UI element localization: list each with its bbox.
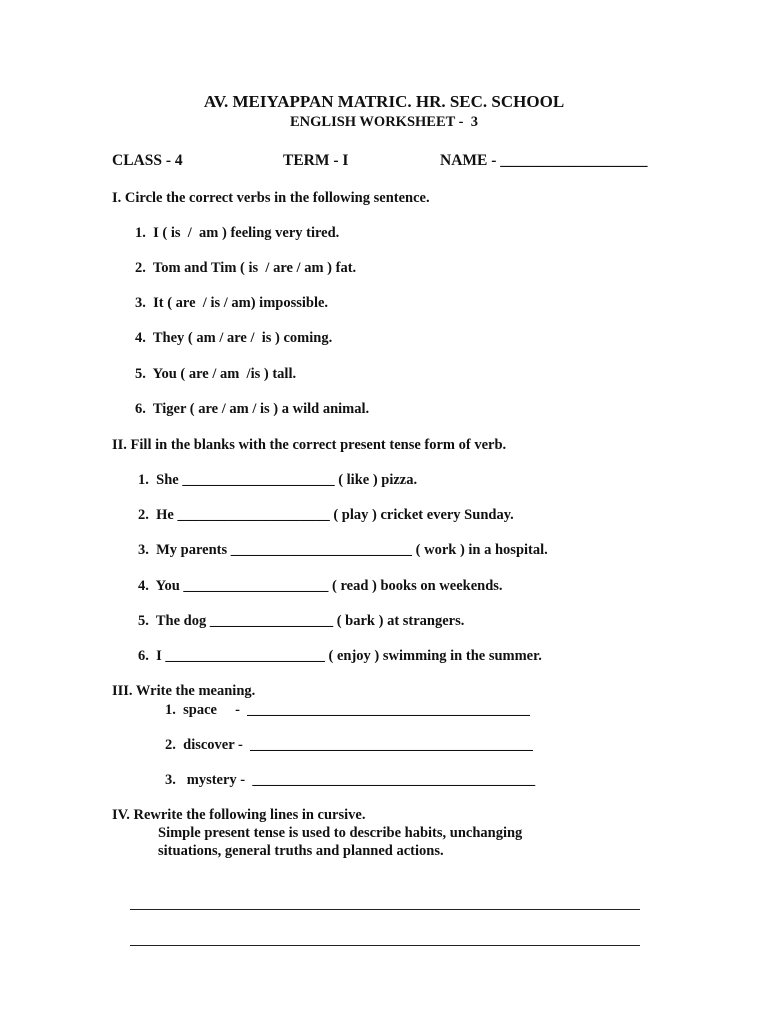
section4-heading: IV. Rewrite the following lines in cursive. [112,807,366,823]
name-field-label: NAME - ___________________ [440,152,648,169]
section3-item-3: 3. mystery - _______________________________________ [165,772,536,788]
section2-item-3: 3. My parents _________________________ ( work ) in a hospital. [138,542,548,558]
term-label: TERM - I [283,152,349,169]
section1-item-6: 6. Tiger ( are / am / is ) a wild animal. [135,401,370,417]
worksheet-title: ENGLISH WORKSHEET - 3 [289,114,479,130]
section2-item-5: 5. The dog _________________ ( bark ) at strangers. [138,613,465,629]
section1-item-2: 2. Tom and Tim ( is / are / am ) fat. [135,260,357,276]
section4-line-1: Simple present tense is used to describe habits, unchanging [158,825,523,841]
section2-heading: II. Fill in the blanks with the correct present tense form of verb. [112,437,507,453]
section1-item-5: 5. You ( are / am /is ) tall. [135,366,297,382]
writing-line-1 [130,909,640,910]
writing-line-2 [130,945,640,946]
section1-item-4: 4. They ( am / are / is ) coming. [135,330,333,346]
section1-item-3: 3. It ( are / is / am) impossible. [135,295,329,311]
section1-heading: I. Circle the correct verbs in the following sentence. [112,190,430,206]
section2-item-2: 2. He _____________________ ( play ) cricket every Sunday. [138,507,514,523]
class-label: CLASS - 4 [112,152,183,169]
section3-item-1: 1. space - _______________________________________ [165,702,530,718]
school-name: AV. MEIYAPPAN MATRIC. HR. SEC. SCHOOL [203,92,565,111]
section2-item-1: 1. She _____________________ ( like ) pizza. [138,472,418,488]
section2-item-4: 4. You ____________________ ( read ) books on weekends. [138,578,503,594]
section1-item-1: 1. I ( is / am ) feeling very tired. [135,225,340,241]
section3-heading: III. Write the meaning. [112,683,256,699]
section3-item-2: 2. discover - _______________________________________ [165,737,533,753]
section2-item-6: 6. I ______________________ ( enjoy ) swimming in the summer. [138,648,542,664]
section4-line-2: situations, general truths and planned actions. [158,843,444,859]
